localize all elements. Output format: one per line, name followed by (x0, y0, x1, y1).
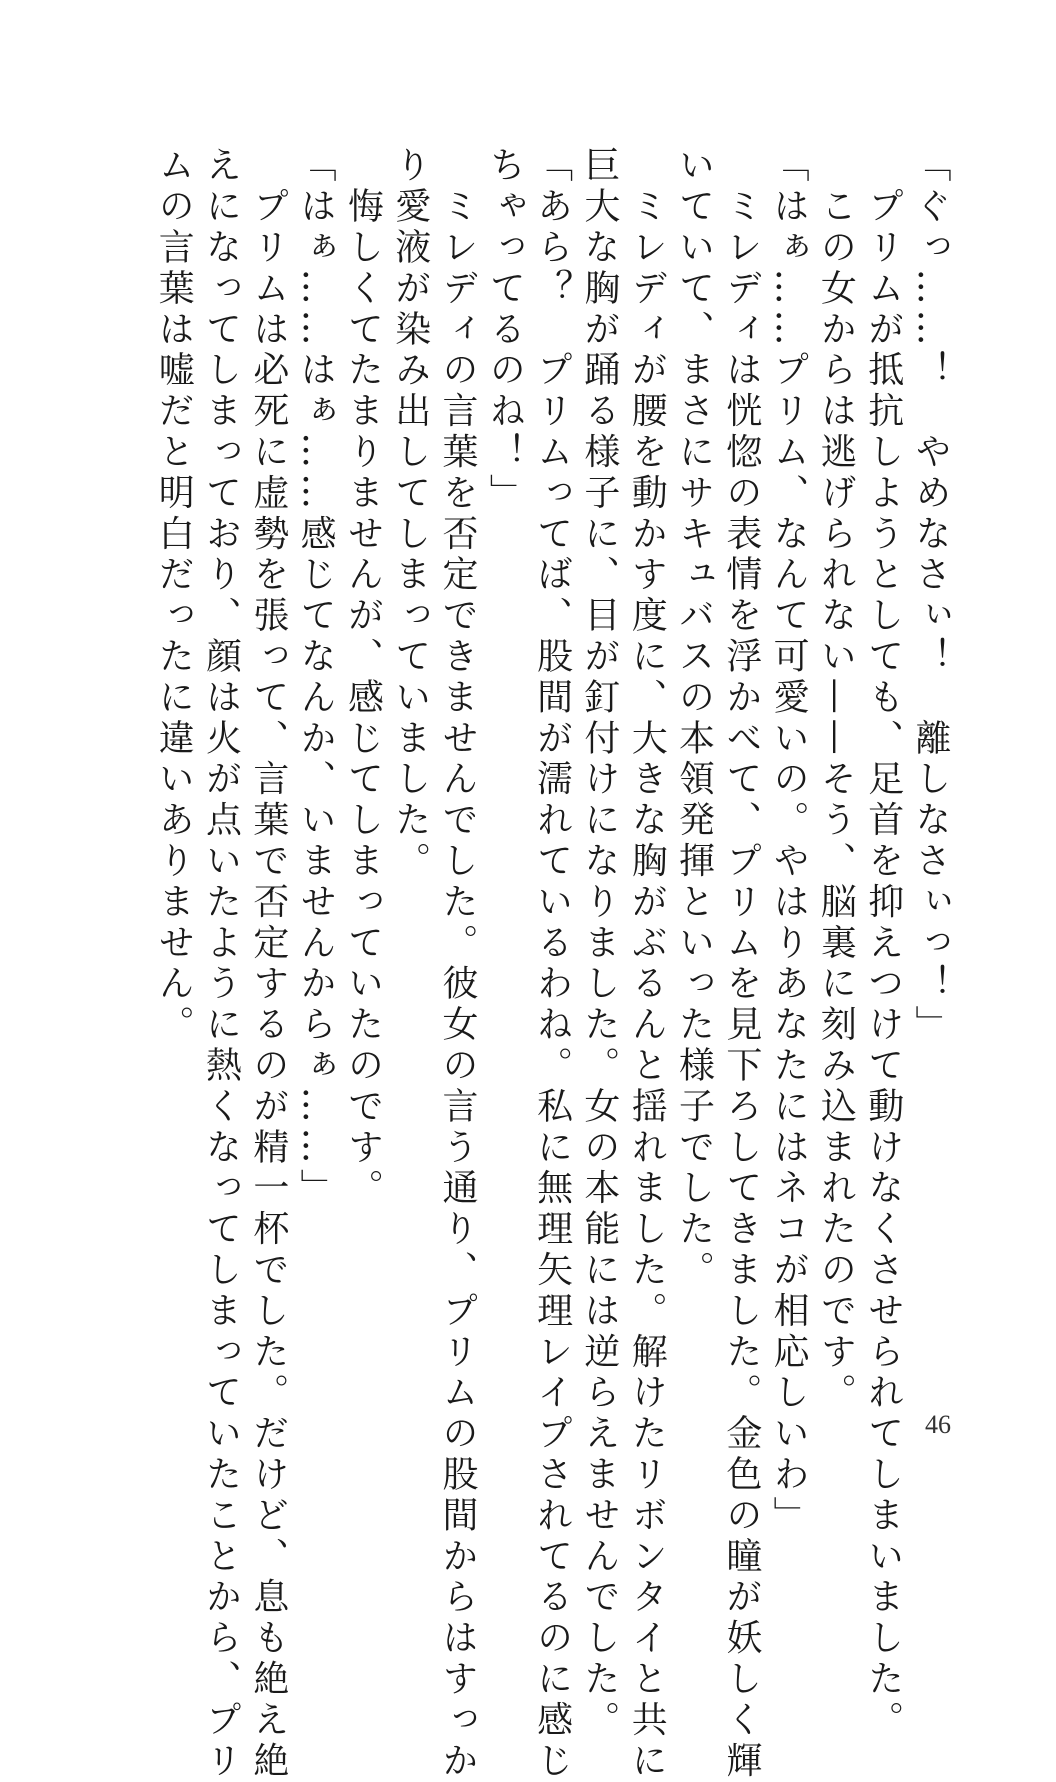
text-line: いていて、まさにサキュバスの本領発揮といった様子でした。 (673, 146, 715, 1292)
text-line: プリムが抵抗しようとしても、足首を抑えつけて動けなくさせられてしまいました。 (862, 146, 904, 1742)
text-line: ミレディの言葉を否定できませんでした。彼女の言う通り、プリムの股間からはすっか (437, 146, 479, 1782)
text-line: 巨大な胸が踊る様子に、目が釘付けになりました。女の本能には逆らえませんでした。 (578, 146, 620, 1742)
text-line: 「はぁ……はぁ……感じてなんか、いませんからぁ……」 (295, 146, 337, 1210)
text-line: ムの言葉は嘘だと明白だったに違いありません。 (153, 146, 195, 1046)
text-line: 「はぁ……プリム、なんて可愛いの。やはりあなたにはネコが相応しいわ」 (768, 146, 810, 1537)
text-line: ミレディは恍惚の表情を浮かべて、プリムを見下ろしてきました。金色の瞳が妖しく輝 (720, 146, 762, 1782)
page-number: 46 (925, 1410, 951, 1439)
text-line: この女からは逃げられない——そう、脳裏に刻み込まれたのです。 (815, 146, 857, 1414)
text-line: えになってしまっており、顔は火が点いたように熱くなってしまっていたことから、プリ (200, 146, 242, 1782)
text-line: り愛液が染み出してしまっていました。 (389, 146, 431, 883)
text-line: ミレディが腰を動かす度に、大きな胸がぶるんと揺れました。解けたリボンタイと共に (626, 146, 668, 1782)
text-line: 悔しくてたまりませんが、感じてしまっていたのです。 (342, 146, 384, 1210)
text-line: プリムは必死に虚勢を張って、言葉で否定するのが精一杯でした。だけど、息も絶え絶 (247, 146, 289, 1782)
text-line: 「ぐっ……！ やめなさぃ！ 離しなさぃっ！」 (910, 146, 951, 1046)
text-line: 「あら？ プリムってば、股間が濡れているわね。私に無理矢理レイプされてるのに感じ (531, 146, 573, 1782)
text-line: ちゃってるのね！」 (484, 146, 526, 515)
